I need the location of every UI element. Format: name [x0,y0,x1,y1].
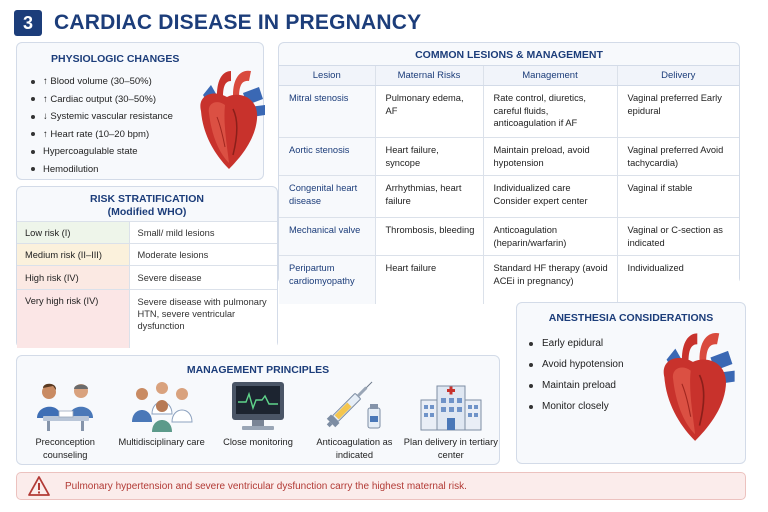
table-row: Peripartum cardiomyopathy Heart failure Standard HF therapy (avoid ACEi in pregnancy) Individualized [279,256,739,304]
table-row: Aortic stenosis Heart failure, syncope Maintain preload, avoid hypotension Vaginal preferred Avoid tachycardia) [279,138,739,176]
care-team-icon [126,378,198,434]
anesthesia-title: ANESTHESIA CONSIDERATIONS [548,312,714,324]
physiologic-list [31,73,173,178]
table-row: High risk (IV) Severe disease [17,266,277,290]
anesthesia-list [529,333,624,417]
high-risk-alert [16,472,746,500]
list-item: Hemodilution [31,161,173,179]
table-row: Congenital heart disease Arrhythmias, heart failure Individualized care Consider expert center Vaginal if stable [279,176,739,218]
heart-illustration-icon [649,325,739,447]
list-item: ↑ Blood volume (30–50%) [31,73,173,91]
anesthesia-considerations-panel [516,302,746,464]
table-row: Very high risk (IV) Severe disease with pulmonary HTN, severe ventricular dysfunction [17,290,277,348]
management-item-delivery: Plan delivery in tertiary center [403,378,499,461]
management-item-multidisciplinary: Multidisciplinary care [113,378,209,461]
list-item: ↓ Systemic vascular resistance [31,108,173,126]
table-row: Mitral stenosis Pulmonary edema, AF Rate control, diuretics, careful fluids, anticoagulation if AF Vaginal preferred Early epidural [279,86,739,138]
page-title: CARDIAC DISEASE IN PREGNANCY [54,11,422,34]
page-header [14,8,421,38]
risk-stratification-panel [16,186,278,348]
column-header: Delivery [617,66,739,86]
list-item: Monitor closely [529,396,624,417]
table-header-row [279,66,739,86]
monitor-icon [222,378,294,434]
list-item: Hypercoagulable state [31,143,173,161]
heart-illustration-icon [187,65,269,173]
syringe-icon [318,378,390,434]
column-header: Management [483,66,617,86]
common-lesions-panel [278,42,740,284]
alert-text: Pulmonary hypertension and severe ventricular dysfunction carry the highest maternal risk. [65,480,467,492]
list-item: Early epidural [529,333,624,354]
warning-icon [27,475,51,497]
physiologic-changes-panel [16,42,264,180]
table-row: Mechanical valve Thrombosis, bleeding Anticoagulation (heparin/warfarin) Vaginal or C-section as indicated [279,218,739,256]
lesions-table [279,65,739,304]
list-item: ↑ Heart rate (10–20 bpm) [31,126,173,144]
hospital-icon [415,378,487,434]
section-number: 3 [14,10,42,36]
list-item: ↑ Cardiac output (30–50%) [31,91,173,109]
risk-title: RISK STRATIFICATION (Modified WHO) [90,193,204,218]
table-row: Medium risk (II–III) Moderate lesions [17,244,277,266]
table-row: Low risk (I) Small/ mild lesions [17,222,277,244]
management-item-anticoagulation: Anticoagulation as indicated [306,378,402,461]
physiologic-title: PHYSIOLOGIC CHANGES [51,53,180,65]
management-principles-panel [16,355,500,465]
list-item: Maintain preload [529,375,624,396]
list-item: Avoid hypotension [529,354,624,375]
risk-table [17,221,277,348]
column-header: Maternal Risks [375,66,483,86]
lesions-title: COMMON LESIONS & MANAGEMENT [415,49,603,61]
management-item-monitoring: Close monitoring [210,378,306,461]
management-title: MANAGEMENT PRINCIPLES [186,364,330,376]
column-header: Lesion [279,66,375,86]
counseling-icon [29,378,101,434]
management-item-counseling: Preconception counseling [17,378,113,461]
